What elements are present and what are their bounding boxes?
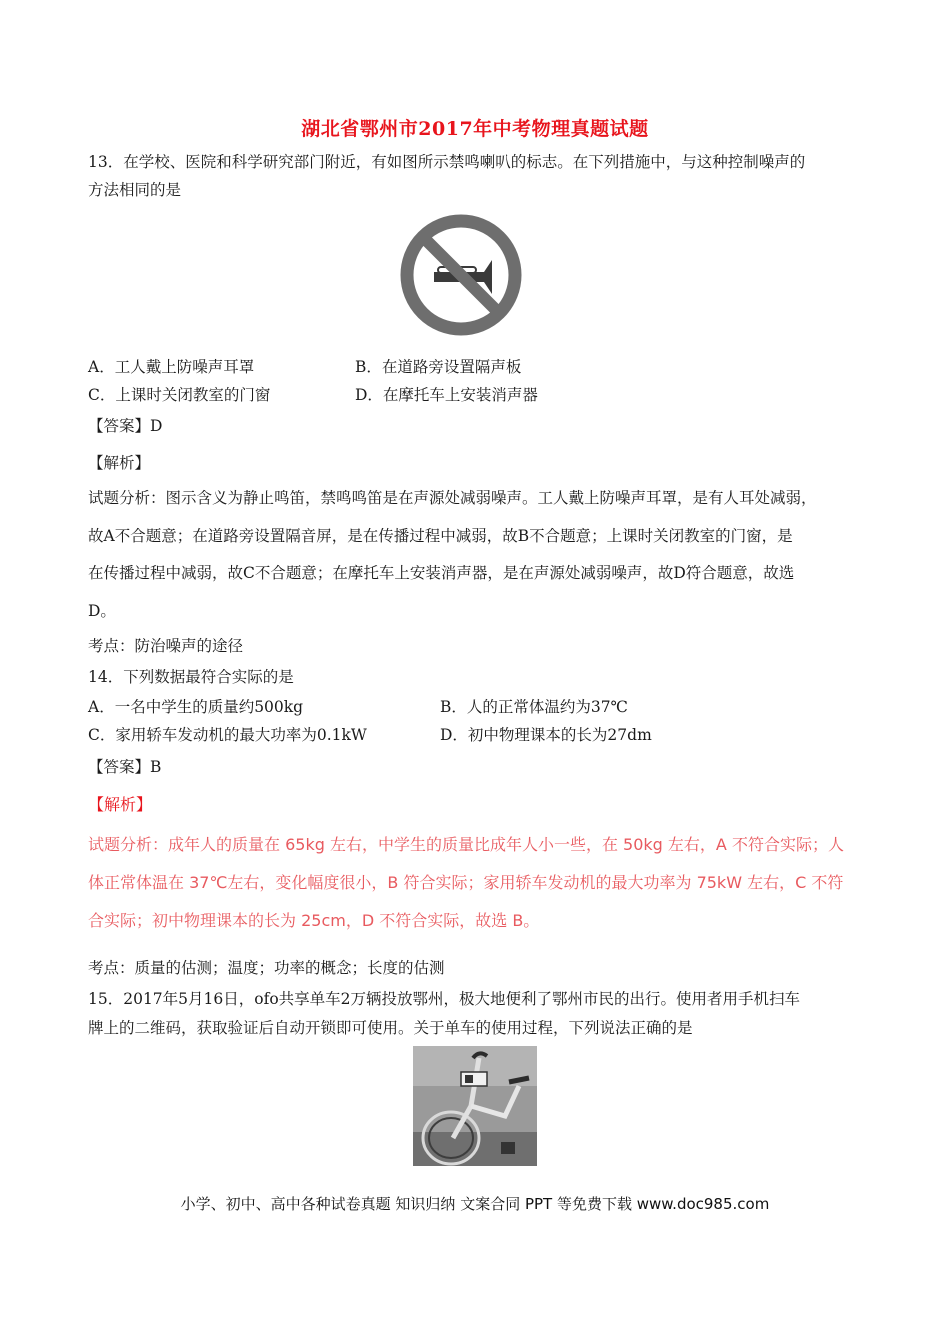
q13-analysis-line3: 在传播过程中减弱，故C不合题意；在摩托车上安装消声器，是在声源处减弱噪声，故D符合题意，故选 xyxy=(88,564,795,582)
q13-stem-line2: 方法相同的是 xyxy=(88,181,182,199)
page-footer: 小学、初中、高中各种试卷真题 知识归纳 文案合同 PPT 等免费下载 www.doc985.com xyxy=(180,1195,770,1213)
q14-analysis-line1: 试题分析：成年人的质量在 65kg 左右，中学生的质量比成年人小一些，在 50kg 左右，A 不符合实际；人 xyxy=(88,835,844,854)
q14-option-b: B．人的正常体温约为37℃ xyxy=(440,698,628,716)
q13-analysis-line4: D。 xyxy=(88,602,116,620)
q13-analysis-tag: 【解析】 xyxy=(88,454,151,472)
q13-option-d: D．在摩托车上安装消声器 xyxy=(355,386,538,404)
q14-answer: 【答案】B xyxy=(88,758,162,776)
q14-analysis-line2: 体正常体温在 37℃左右，变化幅度很小，B 符合实际；家用轿车发动机的最大功率为 75kW 左右，C 不符 xyxy=(88,873,844,892)
q13-stem-line1: 13．在学校、医院和科学研究部门附近，有如图所示禁鸣喇叭的标志。在下列措施中，与这种控制噪声的 xyxy=(88,153,806,171)
q13-answer: 【答案】D xyxy=(88,417,163,435)
q14-stem: 14．下列数据最符合实际的是 xyxy=(88,668,294,686)
q13-option-c: C．上课时关闭教室的门窗 xyxy=(88,386,271,404)
q14-option-a: A．一名中学生的质量约500kg xyxy=(88,698,304,716)
shared-bicycle-photo xyxy=(413,1046,537,1166)
q14-analysis-tag: 【解析】 xyxy=(88,795,153,814)
q14-exam-point: 考点：质量的估测；温度；功率的概念；长度的估测 xyxy=(88,959,445,977)
q14-analysis-line3: 合实际；初中物理课本的长为 25cm，D 不符合实际，故选 B。 xyxy=(88,911,540,930)
q13-analysis-line1: 试题分析：图示含义为静止鸣笛，禁鸣鸣笛是在声源处减弱噪声。工人戴上防噪声耳罩，是有人耳处减弱， xyxy=(88,489,817,507)
page-title: 湖北省鄂州市2017年中考物理真题试题 xyxy=(301,118,649,140)
no-horn-sign-icon xyxy=(384,212,538,338)
q13-option-a: A．工人戴上防噪声耳罩 xyxy=(88,358,255,376)
q14-option-d: D．初中物理课本的长为27dm xyxy=(440,726,652,744)
q14-option-c: C．家用轿车发动机的最大功率为0.1kW xyxy=(88,726,367,744)
q15-stem-line2: 牌上的二维码，获取验证后自动开锁即可使用。关于单车的使用过程，下列说法正确的是 xyxy=(88,1019,693,1037)
q13-analysis-line2: 故A不合题意；在道路旁设置隔音屏，是在传播过程中减弱，故B不合题意；上课时关闭教室的门窗，是 xyxy=(88,527,793,545)
q15-stem-line1: 15．2017年5月16日，ofo共享单车2万辆投放鄂州，极大地便利了鄂州市民的出行。使用者用手机扫车 xyxy=(88,990,801,1008)
q13-option-b: B．在道路旁设置隔声板 xyxy=(355,358,522,376)
q13-exam-point: 考点：防治噪声的途径 xyxy=(88,637,244,655)
